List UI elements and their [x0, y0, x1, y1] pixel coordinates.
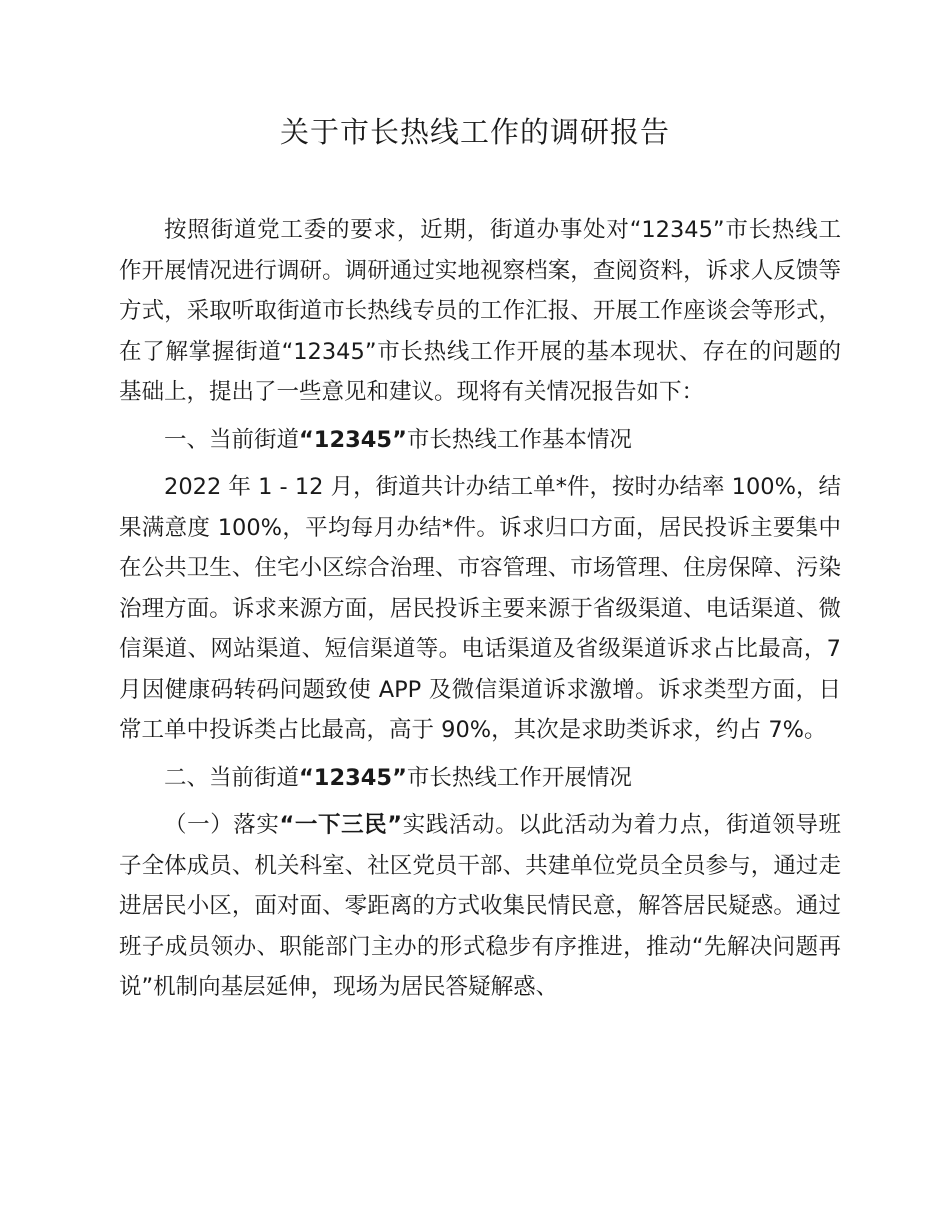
section-heading-2-number: “12345”: [299, 764, 407, 791]
subsection-1-prefix: （一）落实: [164, 812, 280, 838]
intro-paragraph: 按照街道党工委的要求，近期，街道办事处对“12345”市长热线工作开展情况进行调研。调研通过实地视察档案，查阅资料，诉求人反馈等方式，采取听取街道市长热线专员的工作汇报、开展工作座谈会等形式，在了解掌握街道“12345”市长热线工作开展的基本现状、存在的问题的基础上，提出了一些意见和建议。现将有关情况报告如下：: [119, 217, 841, 405]
document-body: [119, 210, 841, 1008]
section-heading-1-number: “12345”: [299, 426, 407, 453]
section-heading-1-prefix: 一、当前街道: [164, 426, 300, 453]
section-heading-1: [119, 420, 841, 461]
section-heading-2: [119, 758, 841, 799]
subsection-1-quote: “一下三民”: [279, 812, 403, 838]
subsection-1-text: 实践活动。以此活动为着力点，街道领导班子全体成员、机关科室、社区党员干部、共建单位党员全员参与，通过走进居民小区，面对面、零距离的方式收集民情民意，解答居民疑惑。通过班子成员领办、职能部门主办的形式稳步有序推进，推动“先解决问题再说”机制向基层延伸，现场为居民答疑解惑、: [119, 812, 841, 1000]
subsection-1-paragraph: [119, 805, 841, 1008]
document-title: 关于市长热线工作的调研报告: [279, 115, 670, 149]
section-heading-1-suffix: 市长热线工作基本情况: [406, 426, 632, 453]
section-heading-2-prefix: 二、当前街道: [164, 764, 300, 791]
section-1-paragraph: 2022 年 1 - 12 月，街道共计办结工单*件，按时办结率 100%，结果满意度 100%，平均每月办结*件。诉求归口方面，居民投诉主要集中在公共卫生、住宅小区综合治理、市容管理、市场管理、住房保障、污染治理方面。诉求来源方面，居民投诉主要来源于省级渠道、电话渠道、微信渠道、网站渠道、短信渠道等。电话渠道及省级渠道诉求占比最高，7 月因健康码转码问题致使 APP 及微信渠道诉求激增。诉求类型方面，日常工单中投诉类占比最高，高于 90%，其次是求助类诉求，约占 7%。: [119, 474, 841, 743]
section-heading-2-suffix: 市长热线工作开展情况: [406, 764, 632, 791]
